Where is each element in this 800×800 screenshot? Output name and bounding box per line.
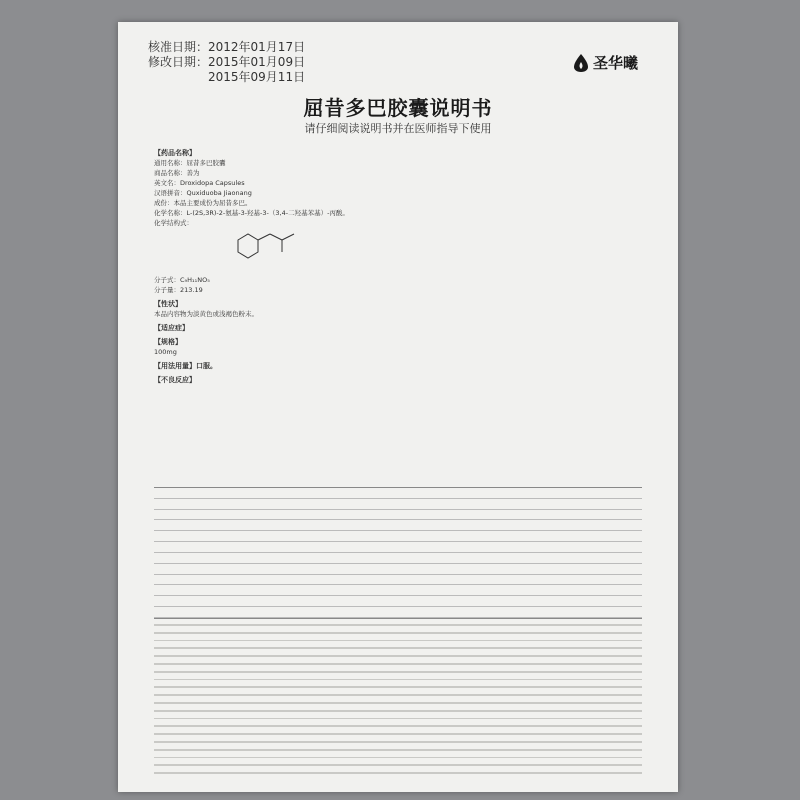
brand-logo-icon bbox=[573, 54, 589, 72]
specification-text: 100mg bbox=[154, 348, 177, 356]
table-row bbox=[154, 585, 642, 596]
leaflet-sheet bbox=[118, 22, 678, 792]
document-body bbox=[154, 144, 642, 385]
chemical-structure-icon bbox=[224, 230, 304, 270]
table-row bbox=[154, 596, 642, 607]
structure-label: 化学结构式： bbox=[154, 219, 193, 227]
lower-text-region bbox=[154, 624, 642, 774]
table-row bbox=[154, 607, 642, 618]
text-line bbox=[154, 749, 642, 751]
text-line bbox=[154, 647, 642, 649]
english-name: 英文名：Droxidopa Capsules bbox=[154, 179, 245, 187]
revision-date-2: 2015年09月11日 bbox=[208, 70, 306, 84]
molecular-weight: 分子量：213.19 bbox=[154, 286, 203, 294]
molecular-formula: 分子式：C₉H₁₁NO₅ bbox=[154, 276, 210, 284]
text-line bbox=[154, 663, 642, 665]
table-row bbox=[154, 575, 642, 586]
chemical-name: 化学名称：L-(2S,3R)-2-氨基-3-羟基-3-（3,4-二羟基苯基）-丙酸。 bbox=[154, 209, 349, 217]
table-row bbox=[154, 531, 642, 542]
text-line bbox=[154, 686, 642, 688]
section-adverse: 【不良反应】 bbox=[154, 376, 196, 384]
text-line bbox=[154, 725, 642, 727]
approval-date: 核准日期：2012年01月17日 bbox=[148, 40, 306, 54]
composition: 成份：本品主要成份为屈昔多巴。 bbox=[154, 199, 252, 207]
text-line bbox=[154, 741, 642, 743]
table-row bbox=[154, 499, 642, 510]
generic-name: 通用名称：屈昔多巴胶囊 bbox=[154, 159, 226, 167]
text-line bbox=[154, 702, 642, 704]
text-line bbox=[154, 764, 642, 766]
section-properties: 【性状】 bbox=[154, 300, 182, 308]
table-row bbox=[154, 520, 642, 531]
properties-text: 本品内容物为淡黄色或浅褐色粉末。 bbox=[154, 310, 258, 318]
text-line bbox=[154, 679, 642, 681]
trade-name: 商品名称：善为 bbox=[154, 169, 200, 177]
text-line bbox=[154, 710, 642, 712]
table-row bbox=[154, 542, 642, 553]
text-line bbox=[154, 733, 642, 735]
table-row bbox=[154, 488, 642, 499]
table-row bbox=[154, 564, 642, 575]
text-line bbox=[154, 671, 642, 673]
document-title: 屈昔多巴胶囊说明书 bbox=[303, 96, 493, 120]
date-block bbox=[148, 40, 305, 85]
section-drug-name: 【药品名称】 bbox=[154, 149, 196, 157]
section-usage: 【用法用量】口服。 bbox=[154, 362, 217, 370]
document-subtitle: 请仔细阅读说明书并在医师指导下使用 bbox=[304, 122, 492, 135]
table-row bbox=[154, 510, 642, 521]
text-line bbox=[154, 632, 642, 634]
section-indications: 【适应症】 bbox=[154, 324, 189, 332]
revision-date: 修改日期：2015年01月09日 bbox=[148, 55, 306, 69]
adverse-reaction-table bbox=[154, 487, 642, 619]
text-line bbox=[154, 718, 642, 720]
brand-name: 圣华曦 bbox=[592, 54, 638, 72]
brand bbox=[573, 52, 638, 73]
text-line bbox=[154, 655, 642, 657]
table-row bbox=[154, 553, 642, 564]
pinyin-name: 汉语拼音：Quxiduoba Jiaonang bbox=[154, 189, 252, 197]
text-line bbox=[154, 757, 642, 759]
text-line bbox=[154, 694, 642, 696]
text-line bbox=[154, 640, 642, 642]
section-specification: 【规格】 bbox=[154, 338, 182, 346]
text-line bbox=[154, 624, 642, 626]
text-line bbox=[154, 772, 642, 774]
